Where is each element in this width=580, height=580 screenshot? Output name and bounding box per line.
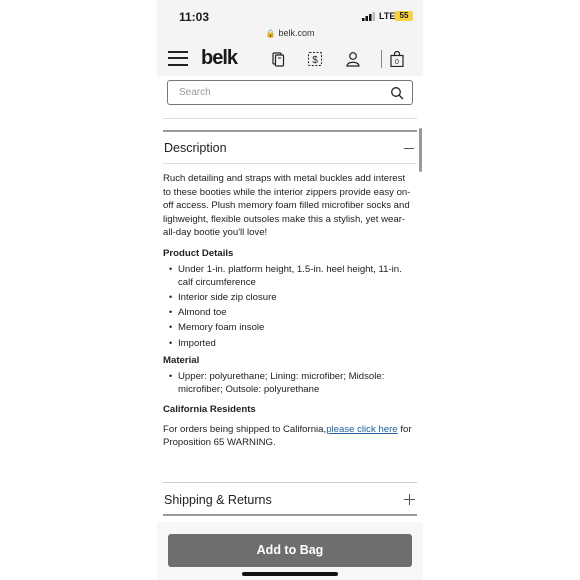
status-time: 11:03 [179,10,210,24]
scrollbar[interactable] [419,128,422,172]
description-title: Description [164,141,227,155]
belk-logo[interactable]: belk [201,47,238,69]
lock-icon: 🔒 [265,29,276,38]
status-bar [157,0,423,26]
description-text: Ruch detailing and straps with metal buckles add interest to these booties while the interior zippers provide easy on-off access. Plush memory foam filled microfiber socks and lighweight, flexible outsoles make this a stylish, yet wear-all-day bootie you'll love! [163,173,411,239]
gift-card-icon[interactable] [270,51,286,67]
signal-icon [362,12,376,21]
battery-icon: 55 [395,11,413,21]
list-item-text: Upper: polyurethane; Lining: microfiber; Midsole: microfiber; Outsole: polyurethane [178,370,385,396]
svg-text:$: $ [312,55,318,66]
list-item: • Under 1-in. platform height, 1.5-in. heel height, 11-in. calf circumference [169,263,402,289]
list-item: • Memory foam insole [169,322,265,334]
product-details-list [163,263,415,351]
bottom-bar [157,522,423,580]
list-item-text: Imported [178,337,216,349]
material-heading: Material [163,355,200,367]
account-icon[interactable] [345,51,361,67]
list-item-text: Interior side zip closure [178,292,277,304]
divider [163,118,417,119]
california-heading: California Residents [163,403,256,415]
list-item: • Interior side zip closure [169,292,277,304]
list-item-text: Memory foam insole [178,322,265,334]
list-item: • Upper: polyurethane; Lining: microfiber; Midsole: microfiber; Outsole: polyurethane [169,370,385,396]
prop65-link[interactable]: please click here [326,423,398,435]
search-placeholder: Search [179,87,211,98]
dollar-rewards-icon[interactable] [307,51,323,67]
expand-plus-icon[interactable] [404,494,415,505]
list-item: • Almond toe [169,307,227,319]
add-to-bag-button[interactable]: Add to Bag [168,534,412,567]
shipping-accordion-header[interactable] [163,482,417,516]
california-text [163,423,415,450]
network-label: LTE [379,11,396,21]
material-list [163,370,415,397]
list-item-text: Almond toe [178,307,227,319]
site-header [157,42,423,76]
shopping-bag-icon[interactable] [389,51,405,67]
url-text: belk.com [278,28,315,38]
home-indicator[interactable] [242,572,338,576]
list-item: • Imported [169,337,216,349]
description-accordion-header[interactable] [163,130,417,164]
shipping-title: Shipping & Returns [164,493,272,507]
svg-text:0: 0 [395,59,399,66]
search-input[interactable] [167,80,413,105]
california-text-before: For orders being shipped to California, [163,423,327,435]
description-content [163,172,415,450]
collapse-minus-icon[interactable] [404,148,414,149]
california-text-after: for Proposition 65 WARNING. [163,423,412,449]
header-divider [381,50,382,68]
url-bar[interactable] [157,26,423,42]
hamburger-menu-icon[interactable] [168,50,188,67]
mobile-page [157,0,423,580]
search-icon[interactable] [390,86,404,100]
product-details-heading: Product Details [163,247,234,259]
list-item-text: Under 1-in. platform height, 1.5-in. heel height, 11-in. calf circumference [178,263,402,289]
